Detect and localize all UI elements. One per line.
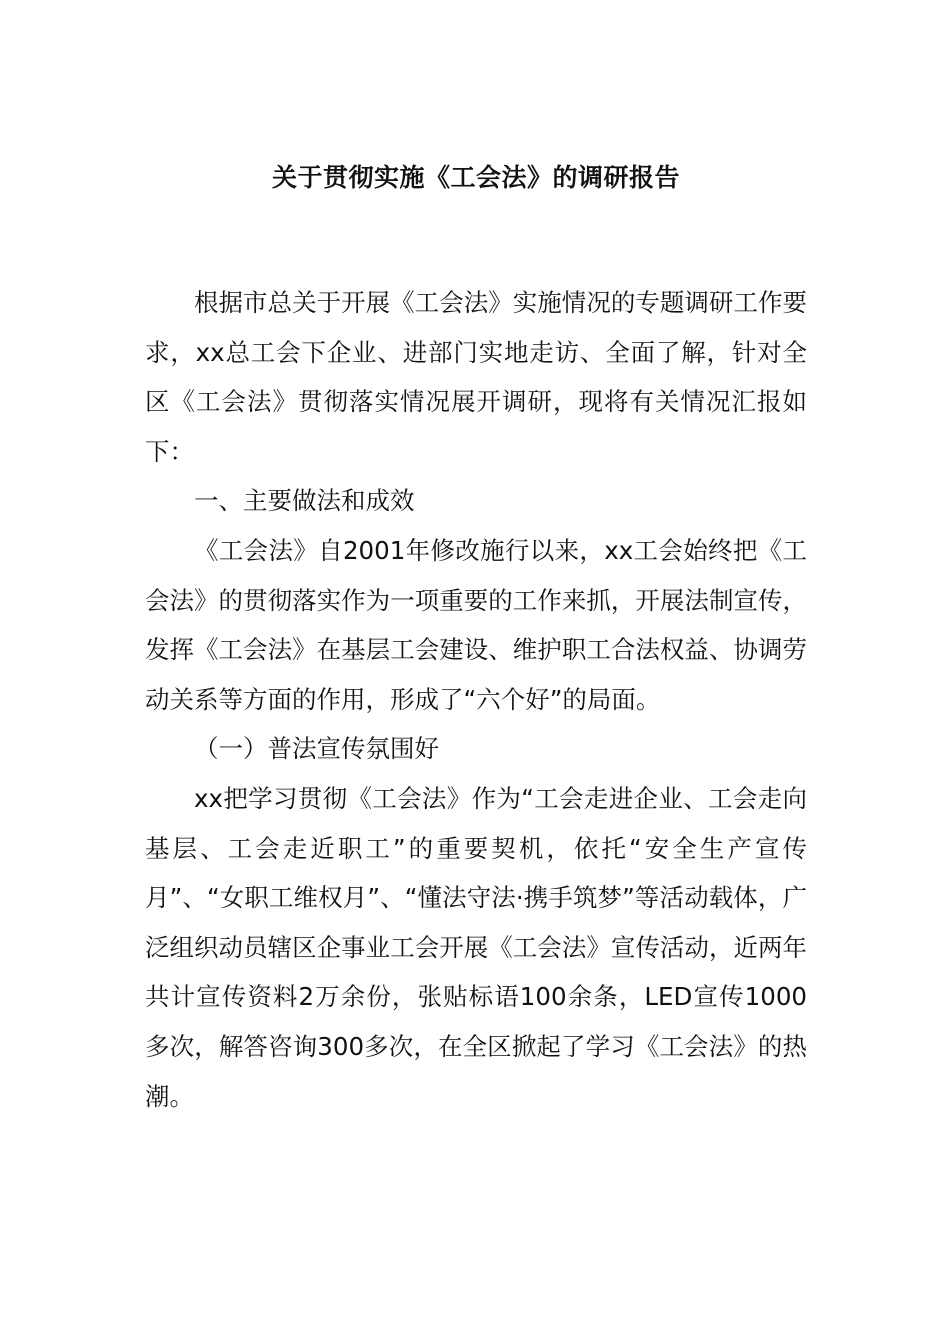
subsection-heading-1: （一）普法宣传氛围好 bbox=[194, 734, 439, 764]
paragraph-subsection-1: xx把学习贯彻《工会法》作为“工会走进企业、工会走向基层、工会走近职工”的重要契机，依托“安全生产宣传月”、“女职工维权月”、“懂法守法·携手筑梦”等活动载体，广泛组织动员辖区企事业工会开展《工会法》宣传活动，近两年共计宣传资料2万余份，张贴标语100余条，LED宣传1000多次，解答咨询300多次，在全区掀起了学习《工会法》的热潮。 bbox=[145, 783, 807, 1111]
document-body bbox=[145, 278, 807, 1121]
document-title: 关于贯彻实施《工会法》的调研报告 bbox=[271, 163, 680, 192]
section-heading-1: 一、主要做法和成效 bbox=[194, 486, 415, 516]
paragraph-intro: 根据市总关于开展《工会法》实施情况的专题调研工作要求，xx总工会下企业、进部门实地走访、全面了解，针对全区《工会法》贯彻落实情况展开调研，现将有关情况汇报如下： bbox=[145, 288, 807, 466]
paragraph-section-1: 《工会法》自2001年修改施行以来，xx工会始终把《工会法》的贯彻落实作为一项重要的工作来抓，开展法制宣传，发挥《工会法》在基层工会建设、维护职工合法权益、协调劳动关系等方面的作用，形成了“六个好”的局面。 bbox=[145, 535, 807, 714]
